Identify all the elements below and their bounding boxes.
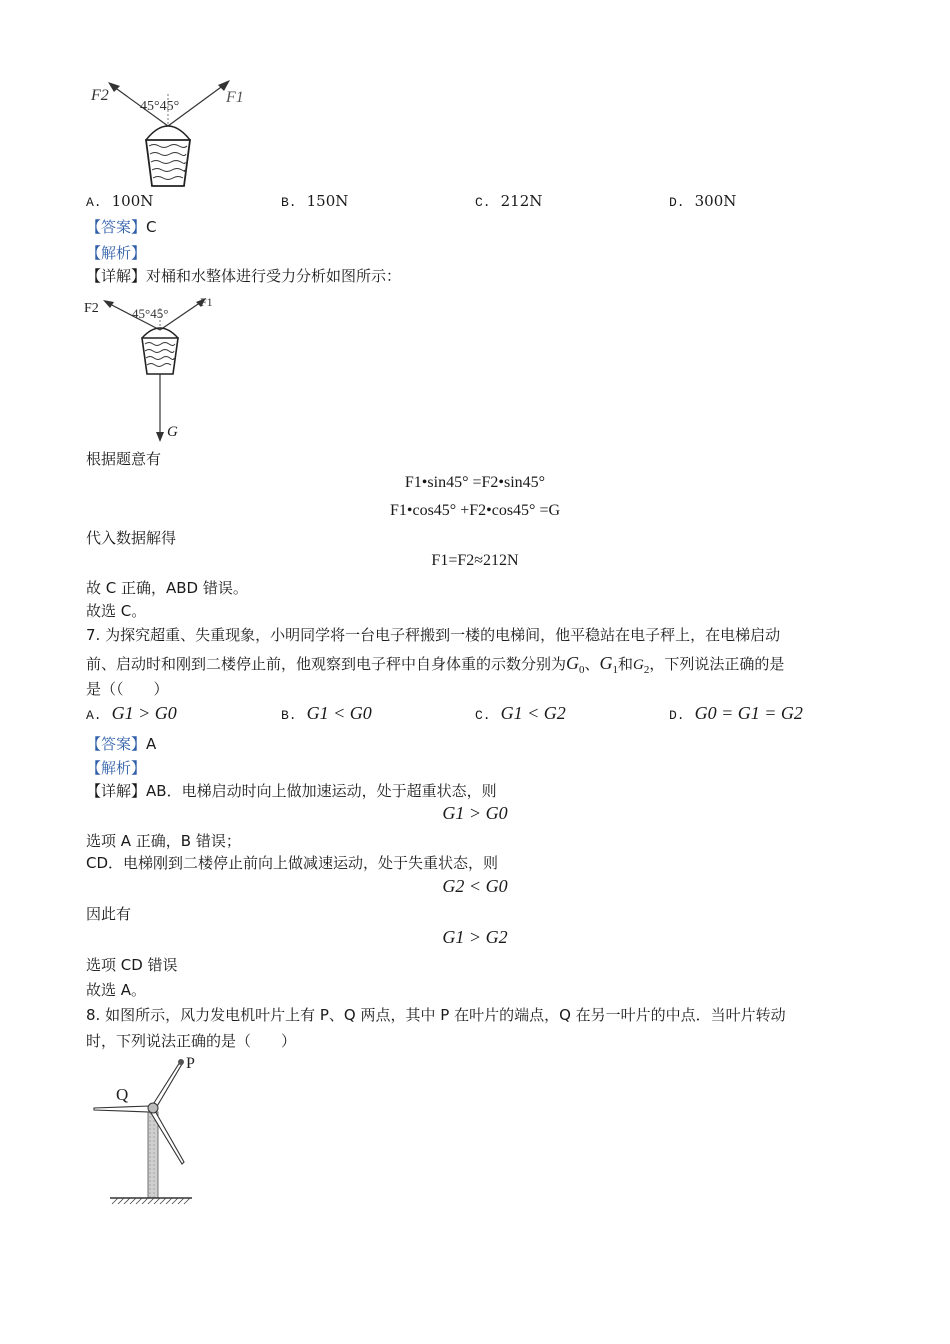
q7-stem-line-2: 前、启动时和刚到二楼停止前，他观察到电子秤中自身体重的示数分别为$G_0$、$G_1$和$G_2$，下列说法正确的是 — [86, 653, 785, 676]
q7-detail-cd: CD．电梯刚到二楼停止前向上做减速运动，处于失重状态，则 — [86, 854, 499, 872]
ground-hatch — [112, 1198, 190, 1204]
label-angles: 45°45° — [140, 99, 180, 114]
q6-answer: 【答案】C — [86, 218, 157, 236]
label-f2: F2 — [91, 87, 109, 104]
q7-ab-result: 选项 A 正确，B 错误； — [86, 832, 241, 850]
gravity-arrow — [156, 432, 164, 442]
q7-detail-ab: 【详解】AB．电梯启动时向上做加速运动，处于超重状态，则 — [86, 782, 497, 800]
q6-detail: 【详解】对桶和水整体进行受力分析如图所示： — [86, 267, 402, 285]
label-q: Q — [116, 1085, 129, 1104]
q6-equation-3: F1=F2≈212N — [431, 552, 519, 569]
q6-option-b[interactable]: B. 150N — [281, 192, 349, 210]
q6-substitute: 代入数据解得 — [86, 529, 177, 547]
bucket-handle — [146, 126, 190, 140]
math-g0: $G_0$ — [566, 653, 585, 676]
label-f1: F1 — [226, 89, 244, 106]
q7-answer: 【答案】A — [86, 735, 157, 753]
q7-option-a[interactable]: A. G1 > G0 — [86, 703, 177, 723]
q7-stem-line-3: 是（（ ） — [86, 680, 169, 698]
q6-equation-1: F1•sin45° =F2•sin45° — [404, 474, 546, 491]
label-f1: F1 — [200, 295, 213, 309]
turbine-tower — [148, 1112, 158, 1198]
q6-given: 根据题意有 — [86, 450, 162, 468]
q6-conclusion: 故 C 正确，ABD 错误。 — [86, 579, 248, 597]
q7-therefore: 因此有 — [86, 905, 132, 923]
bucket-body — [142, 338, 178, 374]
q6-option-d[interactable]: D. 300N — [669, 192, 737, 210]
label-angles: 45°45° — [132, 306, 169, 321]
q6-option-c[interactable]: C. 212N — [475, 192, 543, 210]
q6-equation-2: F1•cos45° +F2•cos45° =G — [389, 502, 561, 519]
wind-turbine-figure — [88, 1050, 208, 1210]
q7-choose: 故选 A。 — [86, 981, 147, 999]
q7-option-b[interactable]: B. G1 < G0 — [281, 703, 372, 723]
label-p: P — [186, 1055, 195, 1072]
math-g1: $G_1$ — [599, 653, 619, 676]
point-p — [178, 1059, 184, 1065]
q7-stem-line-1: 7. 为探究超重、失重现象，小明同学将一台电子秤搬到一楼的电梯间，他平稳站在电子秤上，在电梯启动 — [86, 626, 781, 644]
q7-equation-ab: G1 > G0 — [442, 803, 508, 823]
q8-stem-line-2: 时，下列说法正确的是（ ） — [86, 1032, 297, 1050]
q6-option-a[interactable]: A. 100N — [86, 192, 154, 210]
q7-option-d[interactable]: D. G0 = G1 = G2 — [669, 703, 803, 723]
blade-left — [94, 1106, 150, 1112]
label-f2: F2 — [84, 301, 99, 316]
force-analysis-figure — [84, 292, 224, 444]
q6-analysis-tag: 【解析】 — [86, 244, 147, 262]
q7-equation-cd: G2 < G0 — [442, 876, 508, 896]
q8-stem-line-1: 8. 如图所示，风力发电机叶片上有 P、Q 两点，其中 P 在叶片的端点，Q 在另一叶片的中点．当叶片转动 — [86, 1006, 786, 1024]
q7-option-c[interactable]: C. G1 < G2 — [475, 703, 566, 723]
turbine-hub — [148, 1103, 158, 1113]
arrow-f2 — [103, 300, 114, 308]
q7-cd-result: 选项 CD 错误 — [86, 956, 178, 974]
blade-up — [152, 1062, 182, 1108]
q7-analysis-tag: 【解析】 — [86, 759, 147, 777]
q7-equation-therefore: G1 > G2 — [442, 927, 508, 947]
label-g: G — [167, 424, 178, 440]
q6-choose: 故选 C。 — [86, 602, 147, 620]
math-g2: $G_2$ — [633, 657, 650, 676]
bucket-force-figure — [88, 76, 248, 192]
